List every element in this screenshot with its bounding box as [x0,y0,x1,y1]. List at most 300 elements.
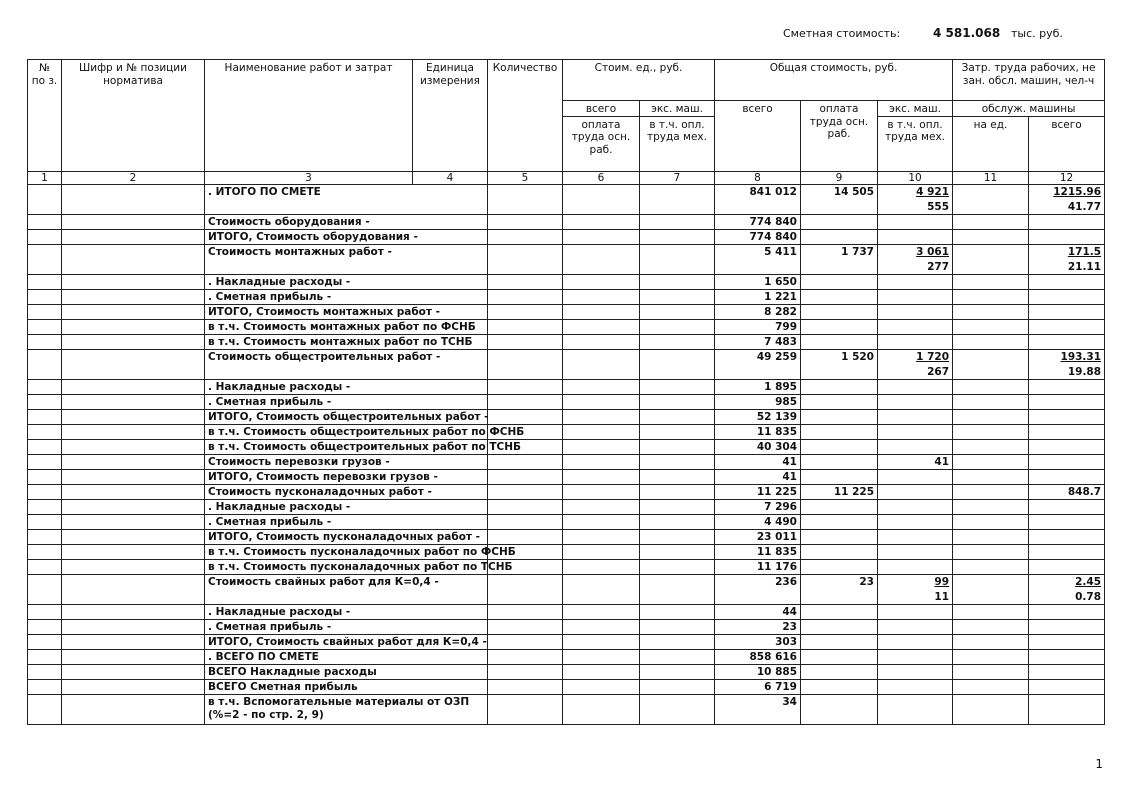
cell-wage [801,379,878,394]
cell-labor-total [1029,469,1105,484]
cell-unit-mach [640,409,715,424]
cell-name: в т.ч. Стоимость монтажных работ по ФСНБ [205,319,488,334]
cell-unit-total [563,334,640,349]
cell-labor-total [1029,394,1105,409]
table-row [28,274,1105,289]
cell-labor-total [1029,574,1105,604]
header-num: № по з. [28,60,62,172]
cell-total: 774 840 [715,214,801,229]
cell-labor-unit [953,469,1029,484]
cell-wage [801,619,878,634]
cell-labor-total [1029,454,1105,469]
labor-value: 171.5 [1067,245,1102,258]
cell-unit-mach [640,424,715,439]
cell-labor-unit [953,529,1029,544]
cell-unit-total [563,409,640,424]
cell-name: Стоимость пусконаладочных работ - [205,484,488,499]
cell-wage [801,334,878,349]
cell-labor-total [1029,274,1105,289]
cell-total: 5 411 [715,244,801,274]
cell-total: 841 012 [715,184,801,214]
cell-wage [801,319,878,334]
table-row [28,574,1105,604]
cell-labor-unit [953,664,1029,679]
cell-name: Стоимость оборудования - [205,214,488,229]
cell-num [28,694,62,724]
cell-name: . Накладные расходы - [205,499,488,514]
cell-unit-mach [640,649,715,664]
cell-mach [878,229,953,244]
cell-name: . Сметная прибыль - [205,514,488,529]
labor-machine-value: 41.77 [1067,200,1102,213]
column-number: 1 [28,171,62,184]
cell-unit-mach [640,604,715,619]
cell-qty [488,694,563,724]
cell-labor-total [1029,544,1105,559]
cell-unit-total [563,439,640,454]
cell-mach [878,289,953,304]
column-number: 2 [62,171,205,184]
cell-unit-total [563,469,640,484]
header-unit-total: всего [563,101,640,117]
header-total-mach-wage: в т.ч. опл. труда мех. [878,116,953,171]
cell-name: ВСЕГО Сметная прибыль [205,679,488,694]
mach-wage-value: 277 [927,260,950,273]
cell-labor-unit [953,349,1029,379]
cell-labor-total [1029,304,1105,319]
cell-unit-total [563,694,640,724]
cell-name: . Накладные расходы - [205,604,488,619]
cell-total: 23 [715,619,801,634]
table-row [28,244,1105,274]
cell-unit-total [563,499,640,514]
cell-unit-mach [640,679,715,694]
cell-code [62,319,205,334]
cell-unit-total [563,214,640,229]
cell-mach [878,619,953,634]
cell-qty [488,394,563,409]
cell-unit-total [563,634,640,649]
cell-wage: 14 505 [801,184,878,214]
cell-labor-unit [953,649,1029,664]
cell-num [28,244,62,274]
cell-name: ИТОГО, Стоимость свайных работ для К=0,4 - [205,634,488,649]
cell-unit-mach [640,394,715,409]
cell-labor-unit [953,544,1029,559]
header-labor: Затр. труда рабочих, не зан. обсл. машин, чел-ч [953,60,1105,101]
cell-mach [878,604,953,619]
cell-mach [878,409,953,424]
cell-name: в т.ч. Стоимость пусконаладочных работ по ТСНБ [205,559,488,574]
cell-mach [878,514,953,529]
cell-unit-total [563,289,640,304]
cell-code [62,604,205,619]
cell-num [28,274,62,289]
cell-mach [878,679,953,694]
cell-wage [801,469,878,484]
cell-unit-mach [640,289,715,304]
column-number: 8 [715,171,801,184]
cell-name: в т.ч. Стоимость общестроительных работ по ТСНБ [205,439,488,454]
table-row [28,349,1105,379]
cell-qty [488,304,563,319]
cell-total: 1 650 [715,274,801,289]
cell-unit-mach [640,379,715,394]
cell-mach [878,424,953,439]
cell-qty [488,319,563,334]
cell-unit-mach [640,619,715,634]
cell-name: Стоимость общестроительных работ - [205,349,488,379]
cell-qty [488,499,563,514]
cell-mach [878,319,953,334]
column-number: 4 [413,171,488,184]
cell-labor-unit [953,409,1029,424]
cell-name: . Сметная прибыль - [205,289,488,304]
labor-machine-value: 21.11 [1067,260,1102,273]
cell-qty [488,664,563,679]
cell-total: 11 835 [715,424,801,439]
cell-wage [801,394,878,409]
mach-value: 1 720 [916,350,950,363]
cell-labor-total [1029,529,1105,544]
cell-code [62,499,205,514]
cell-wage [801,529,878,544]
cell-wage [801,454,878,469]
cell-total: 8 282 [715,304,801,319]
cell-total: 7 296 [715,499,801,514]
cell-wage [801,424,878,439]
cell-mach [878,484,953,499]
cell-unit-total [563,184,640,214]
cell-unit-mach [640,274,715,289]
cell-unit-mach [640,454,715,469]
cell-labor-total [1029,619,1105,634]
cell-unit-mach [640,694,715,724]
cell-unit-mach [640,229,715,244]
cell-mach [878,439,953,454]
cell-wage [801,439,878,454]
cell-mach [878,214,953,229]
cell-labor-total [1029,649,1105,664]
cell-num [28,574,62,604]
cell-qty [488,469,563,484]
cell-unit-total [563,349,640,379]
cell-code [62,559,205,574]
cell-labor-total [1029,424,1105,439]
cell-labor-unit [953,514,1029,529]
cell-num [28,184,62,214]
labor-value: 193.31 [1060,350,1102,363]
cell-unit-mach [640,334,715,349]
cell-unit-mach [640,559,715,574]
header-unit-cost: Стоим. ед., руб. [563,60,715,101]
cell-qty [488,244,563,274]
cell-num [28,394,62,409]
cell-name: ИТОГО, Стоимость монтажных работ - [205,304,488,319]
cell-unit-mach [640,664,715,679]
cell-unit-mach [640,574,715,604]
cell-wage [801,214,878,229]
cell-total: 40 304 [715,439,801,454]
cell-code [62,349,205,379]
table-row [28,454,1105,469]
cell-unit-total [563,274,640,289]
cell-unit-mach [640,244,715,274]
header-unit-mach-wage: в т.ч. опл. труда мех. [640,116,715,171]
cell-num [28,664,62,679]
header-labor-total: всего [1029,116,1105,171]
cell-labor-unit [953,634,1029,649]
header-labor-machines: обслуж. машины [953,101,1105,117]
cell-num [28,649,62,664]
cell-wage [801,679,878,694]
table-row [28,214,1105,229]
cell-labor-total [1029,634,1105,649]
cell-qty [488,334,563,349]
header-total-cost: Общая стоимость, руб. [715,60,953,101]
cell-total: 7 483 [715,334,801,349]
cell-qty [488,619,563,634]
cell-code [62,649,205,664]
cell-total: 774 840 [715,229,801,244]
cell-labor-total [1029,484,1105,499]
table-row [28,559,1105,574]
cell-qty [488,184,563,214]
cell-unit-mach [640,214,715,229]
cell-name: . Накладные расходы - [205,274,488,289]
column-number: 6 [563,171,640,184]
cell-labor-unit [953,484,1029,499]
cell-name: Стоимость монтажных работ - [205,244,488,274]
cell-total: 34 [715,694,801,724]
cell-total: 11 225 [715,484,801,499]
column-number: 9 [801,171,878,184]
cell-wage: 1 520 [801,349,878,379]
cell-unit-mach [640,544,715,559]
cell-code [62,379,205,394]
cell-total: 52 139 [715,409,801,424]
cell-labor-total [1029,664,1105,679]
cell-total: 1 895 [715,379,801,394]
cell-labor-total [1029,499,1105,514]
mach-value: 3 061 [916,245,950,258]
column-number: 10 [878,171,953,184]
cell-wage [801,409,878,424]
cell-total: 236 [715,574,801,604]
cell-mach [878,304,953,319]
cell-wage [801,559,878,574]
cell-code [62,619,205,634]
cell-labor-unit [953,559,1029,574]
labor-machine-value: 0.78 [1075,590,1102,603]
cell-unit-mach [640,499,715,514]
cell-labor-unit [953,439,1029,454]
cell-total: 10 885 [715,664,801,679]
cell-unit-total [563,604,640,619]
table-row [28,529,1105,544]
cell-labor-total [1029,319,1105,334]
cell-labor-unit [953,214,1029,229]
cell-num [28,439,62,454]
cell-wage [801,289,878,304]
cell-qty [488,514,563,529]
header-labor-per-unit: на ед. [953,116,1029,171]
table-row [28,424,1105,439]
cell-num [28,484,62,499]
cell-labor-unit [953,334,1029,349]
header-name: Наименование работ и затрат [205,60,413,172]
cell-name: . ИТОГО ПО СМЕТЕ [205,184,488,214]
cell-wage [801,544,878,559]
column-number: 5 [488,171,563,184]
cell-code [62,529,205,544]
labor-value: 2.45 [1075,575,1102,588]
cell-qty [488,574,563,604]
cell-unit-total [563,379,640,394]
cell-name: в т.ч. Стоимость монтажных работ по ТСНБ [205,334,488,349]
cell-unit-total [563,679,640,694]
cell-code [62,544,205,559]
cell-labor-unit [953,694,1029,724]
cell-total: 23 011 [715,529,801,544]
cell-qty [488,484,563,499]
header-total-wage: оплата труда осн. раб. [801,101,878,172]
cell-mach [878,184,953,214]
cell-mach [878,454,953,469]
cell-name: ИТОГО, Стоимость пусконаладочных работ - [205,529,488,544]
column-number: 11 [953,171,1029,184]
cell-unit-total [563,394,640,409]
cell-labor-unit [953,304,1029,319]
cell-mach [878,544,953,559]
mach-value: 4 921 [916,185,950,198]
cell-qty [488,529,563,544]
cell-unit-total [563,619,640,634]
cell-total: 44 [715,604,801,619]
cell-code [62,394,205,409]
cell-num [28,304,62,319]
cell-unit-total [563,559,640,574]
cell-code [62,334,205,349]
cell-wage [801,304,878,319]
cell-wage: 23 [801,574,878,604]
cell-labor-total [1029,604,1105,619]
table-row [28,499,1105,514]
cell-labor-unit [953,394,1029,409]
cell-num [28,469,62,484]
table-row [28,694,1105,724]
cell-labor-total [1029,379,1105,394]
table-row [28,304,1105,319]
cell-qty [488,604,563,619]
cell-num [28,409,62,424]
cell-labor-total [1029,289,1105,304]
cell-labor-total [1029,334,1105,349]
cell-labor-unit [953,244,1029,274]
cell-wage [801,499,878,514]
cell-qty [488,274,563,289]
cell-mach [878,274,953,289]
cell-labor-total [1029,439,1105,454]
header-unit: Единица измерения [413,60,488,172]
estimate-table [27,59,1105,725]
cell-num [28,319,62,334]
cell-mach [878,469,953,484]
cell-wage [801,274,878,289]
cell-unit-mach [640,469,715,484]
cell-unit-mach [640,529,715,544]
cell-code [62,469,205,484]
header-unit-mach: экс. маш. [640,101,715,117]
cell-num [28,559,62,574]
cell-unit-mach [640,634,715,649]
cell-name: . ВСЕГО ПО СМЕТЕ [205,649,488,664]
mach-value: 41 [934,455,950,468]
cell-code [62,679,205,694]
column-number: 3 [205,171,413,184]
cell-qty [488,214,563,229]
table-row [28,229,1105,244]
cell-unit-mach [640,304,715,319]
cell-unit-mach [640,349,715,379]
cell-code [62,454,205,469]
estimate-cost-value: 4 581.068 [933,26,1001,40]
cell-num [28,289,62,304]
cell-labor-unit [953,499,1029,514]
cell-mach [878,559,953,574]
mach-value: 99 [934,575,950,588]
column-number: 7 [640,171,715,184]
cell-labor-unit [953,574,1029,604]
cell-labor-unit [953,679,1029,694]
labor-value: 848.7 [1067,485,1102,498]
cell-total: 11 835 [715,544,801,559]
cell-name: . Сметная прибыль - [205,619,488,634]
cell-code [62,634,205,649]
cell-total: 1 221 [715,289,801,304]
cell-unit-total [563,529,640,544]
table-row [28,664,1105,679]
cell-total: 41 [715,469,801,484]
cell-name: ИТОГО, Стоимость перевозки грузов - [205,469,488,484]
cell-labor-unit [953,604,1029,619]
cell-code [62,304,205,319]
cell-qty [488,349,563,379]
table-row [28,649,1105,664]
cell-num [28,334,62,349]
cell-labor-total [1029,514,1105,529]
cell-unit-mach [640,184,715,214]
cell-unit-total [563,229,640,244]
column-numbers-row [28,171,1105,184]
table-row [28,619,1105,634]
cell-num [28,499,62,514]
cell-total: 41 [715,454,801,469]
cell-num [28,634,62,649]
cell-num [28,544,62,559]
table-row [28,679,1105,694]
labor-value: 1215.96 [1053,185,1102,198]
cell-labor-unit [953,619,1029,634]
cell-wage [801,664,878,679]
cell-mach [878,244,953,274]
cell-labor-unit [953,424,1029,439]
cell-num [28,514,62,529]
cell-unit-total [563,544,640,559]
cell-unit-total [563,454,640,469]
cell-unit-total [563,244,640,274]
cell-mach [878,574,953,604]
